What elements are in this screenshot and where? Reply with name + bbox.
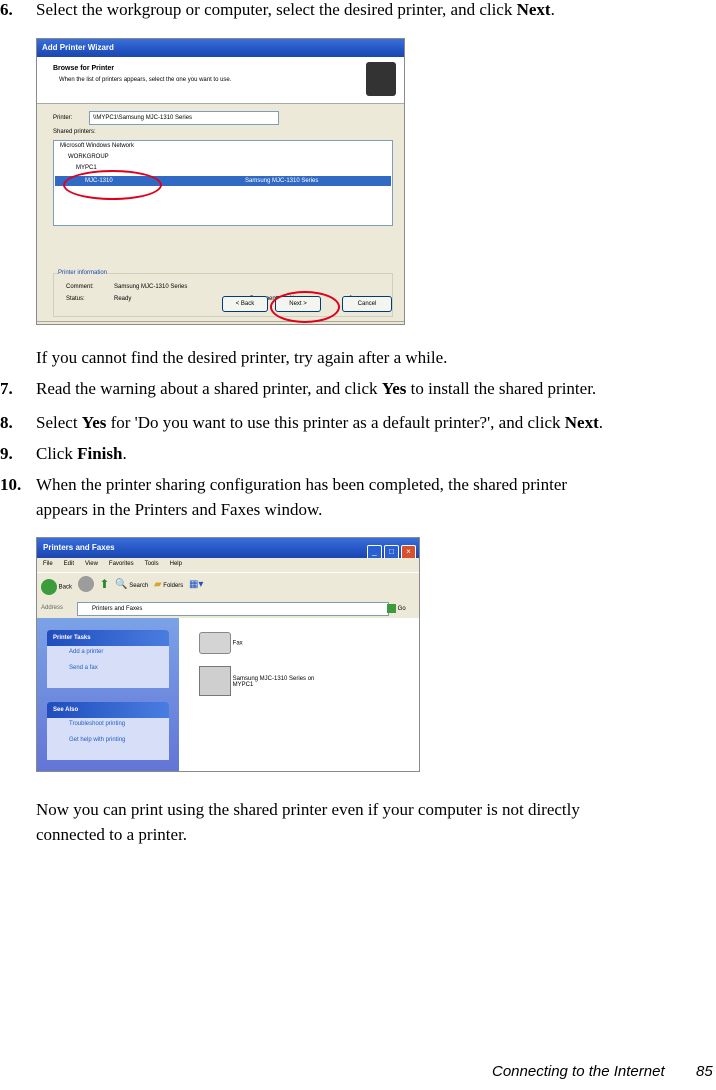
search-icon: 🔍 [115, 578, 128, 590]
fax-label: Fax [232, 640, 243, 647]
get-help-printing-link[interactable]: Get help with printing [69, 737, 126, 743]
comment-label: Comment: [66, 284, 94, 290]
search-toolbar-button[interactable] [115, 579, 148, 590]
see-also-title[interactable]: See Also [47, 702, 169, 718]
menu-view[interactable]: View [85, 561, 98, 567]
address-bar [37, 600, 419, 618]
printer-input[interactable]: \\MYPC1\Samsung MJC-1310 Series [89, 111, 279, 125]
selected-printer-name: MJC-1310 [85, 178, 113, 184]
see-also-panel [47, 702, 169, 760]
step-text-line2: appears in the Printers and Faxes window. [36, 500, 323, 519]
fax-item[interactable] [199, 632, 243, 654]
back-label: Back [58, 584, 73, 591]
back-toolbar-button[interactable] [41, 579, 72, 595]
printer-tasks-title[interactable]: Printer Tasks [47, 630, 169, 646]
printer-tasks-panel [47, 630, 169, 688]
search-label: Search [129, 582, 149, 589]
highlight-circle-next [270, 291, 340, 323]
menu-edit[interactable]: Edit [63, 561, 75, 567]
step-keyword: Finish [77, 444, 123, 463]
step-text: Select the workgroup or computer, select the desired printer, and click [36, 0, 517, 19]
selected-printer-comment: Samsung MJC-1310 Series [245, 178, 319, 184]
shared-printer-label-line2: MYPC1 [232, 682, 254, 688]
page-number: 85 [696, 1063, 713, 1080]
send-fax-link[interactable]: Send a fax [69, 665, 98, 671]
menu-tools[interactable]: Tools [144, 561, 159, 567]
tree-item-network[interactable]: Microsoft Windows Network [60, 143, 135, 149]
shared-printer-label-line1: Samsung MJC-1310 Series on [232, 676, 315, 682]
window-title: Printers and Faxes [37, 538, 419, 558]
forward-toolbar-button[interactable] [78, 576, 94, 592]
step-text-end: to install the shared printer. [406, 379, 597, 398]
address-input[interactable]: Printers and Faxes [77, 602, 389, 616]
folders-toolbar-button[interactable] [154, 579, 183, 590]
closing-line2: connected to a printer. [36, 825, 188, 844]
close-icon[interactable]: × [401, 545, 416, 560]
go-label: Go [397, 606, 406, 613]
step-text-middle: for 'Do you want to use this printer as a default printer?', and click [106, 413, 565, 432]
step-number: 9. [0, 444, 13, 463]
go-arrow-icon [387, 604, 396, 613]
maximize-icon[interactable]: □ [384, 545, 399, 560]
printer-label: Printer: [53, 115, 73, 121]
step-number: 7. [0, 379, 13, 398]
step-text-line1: When the printer sharing configuration has been completed, the shared printer [36, 475, 568, 494]
step-number: 6. [0, 0, 13, 19]
status-label: Status: [66, 296, 85, 302]
wizard-heading: Browse for Printer [53, 65, 115, 72]
highlight-circle-printer [63, 170, 162, 200]
step-text: Read the warning about a shared printer, and click [36, 379, 382, 398]
task-pane [37, 618, 179, 771]
section-title: Connecting to the Internet [492, 1063, 665, 1080]
toolbar [37, 572, 419, 601]
back-arrow-icon [41, 579, 57, 595]
forward-arrow-icon [78, 576, 94, 592]
closing-paragraph [36, 797, 706, 847]
note-paragraph: If you cannot find the desired printer, try again after a while. [36, 348, 448, 367]
cancel-button[interactable]: Cancel [342, 296, 392, 312]
step-text-end: . [550, 0, 555, 19]
printer-wizard-icon [366, 62, 396, 96]
next-button[interactable]: Next > [275, 296, 321, 312]
address-label: Address [41, 605, 64, 611]
back-button[interactable]: < Back [222, 296, 268, 312]
step-keyword-2: Next [564, 413, 599, 432]
wizard-header [37, 57, 404, 104]
tree-item-computer[interactable]: MYPC1 [76, 165, 97, 171]
wizard-title: Add Printer Wizard [37, 39, 404, 57]
menu-bar [37, 558, 419, 572]
minimize-icon[interactable]: _ [367, 545, 382, 560]
divider [37, 321, 404, 322]
status-value: Ready [114, 296, 132, 302]
comment-value: Samsung MJC-1310 Series [114, 284, 188, 290]
step-text: Click [36, 444, 78, 463]
step-keyword: Yes [381, 379, 407, 398]
step-text-end: . [122, 444, 127, 463]
wizard-subheading: When the list of printers appears, select the one you want to use. [59, 77, 232, 83]
menu-favorites[interactable]: Favorites [108, 561, 134, 567]
menu-help[interactable]: Help [169, 561, 182, 567]
shared-printer-item[interactable] [199, 666, 314, 696]
closing-line1: Now you can print using the shared printer even if your computer is not directly [36, 800, 580, 819]
step-text: Select [36, 413, 82, 432]
add-printer-link[interactable]: Add a printer [69, 649, 104, 655]
up-folder-icon[interactable]: ⬆ [99, 577, 110, 591]
printer-info-label: Printer information [58, 270, 108, 276]
step-number: 8. [0, 413, 13, 432]
fax-icon [199, 632, 231, 654]
step-number: 10. [0, 475, 22, 494]
step-keyword: Yes [81, 413, 107, 432]
folders-icon: ▰ [153, 578, 162, 590]
step-keyword: Next [516, 0, 551, 19]
shared-printer-icon [199, 666, 231, 696]
printers-and-faxes-screenshot [36, 537, 420, 772]
folders-label: Folders [163, 582, 184, 589]
menu-file[interactable]: File [43, 561, 53, 567]
tree-item-workgroup[interactable]: WORKGROUP [68, 154, 109, 160]
troubleshoot-printing-link[interactable]: Troubleshoot printing [69, 721, 126, 727]
step-text-end: . [598, 413, 603, 432]
go-button[interactable] [387, 604, 406, 613]
shared-printers-label: Shared printers: [53, 129, 96, 135]
views-icon[interactable]: ▦▾ [188, 578, 204, 590]
